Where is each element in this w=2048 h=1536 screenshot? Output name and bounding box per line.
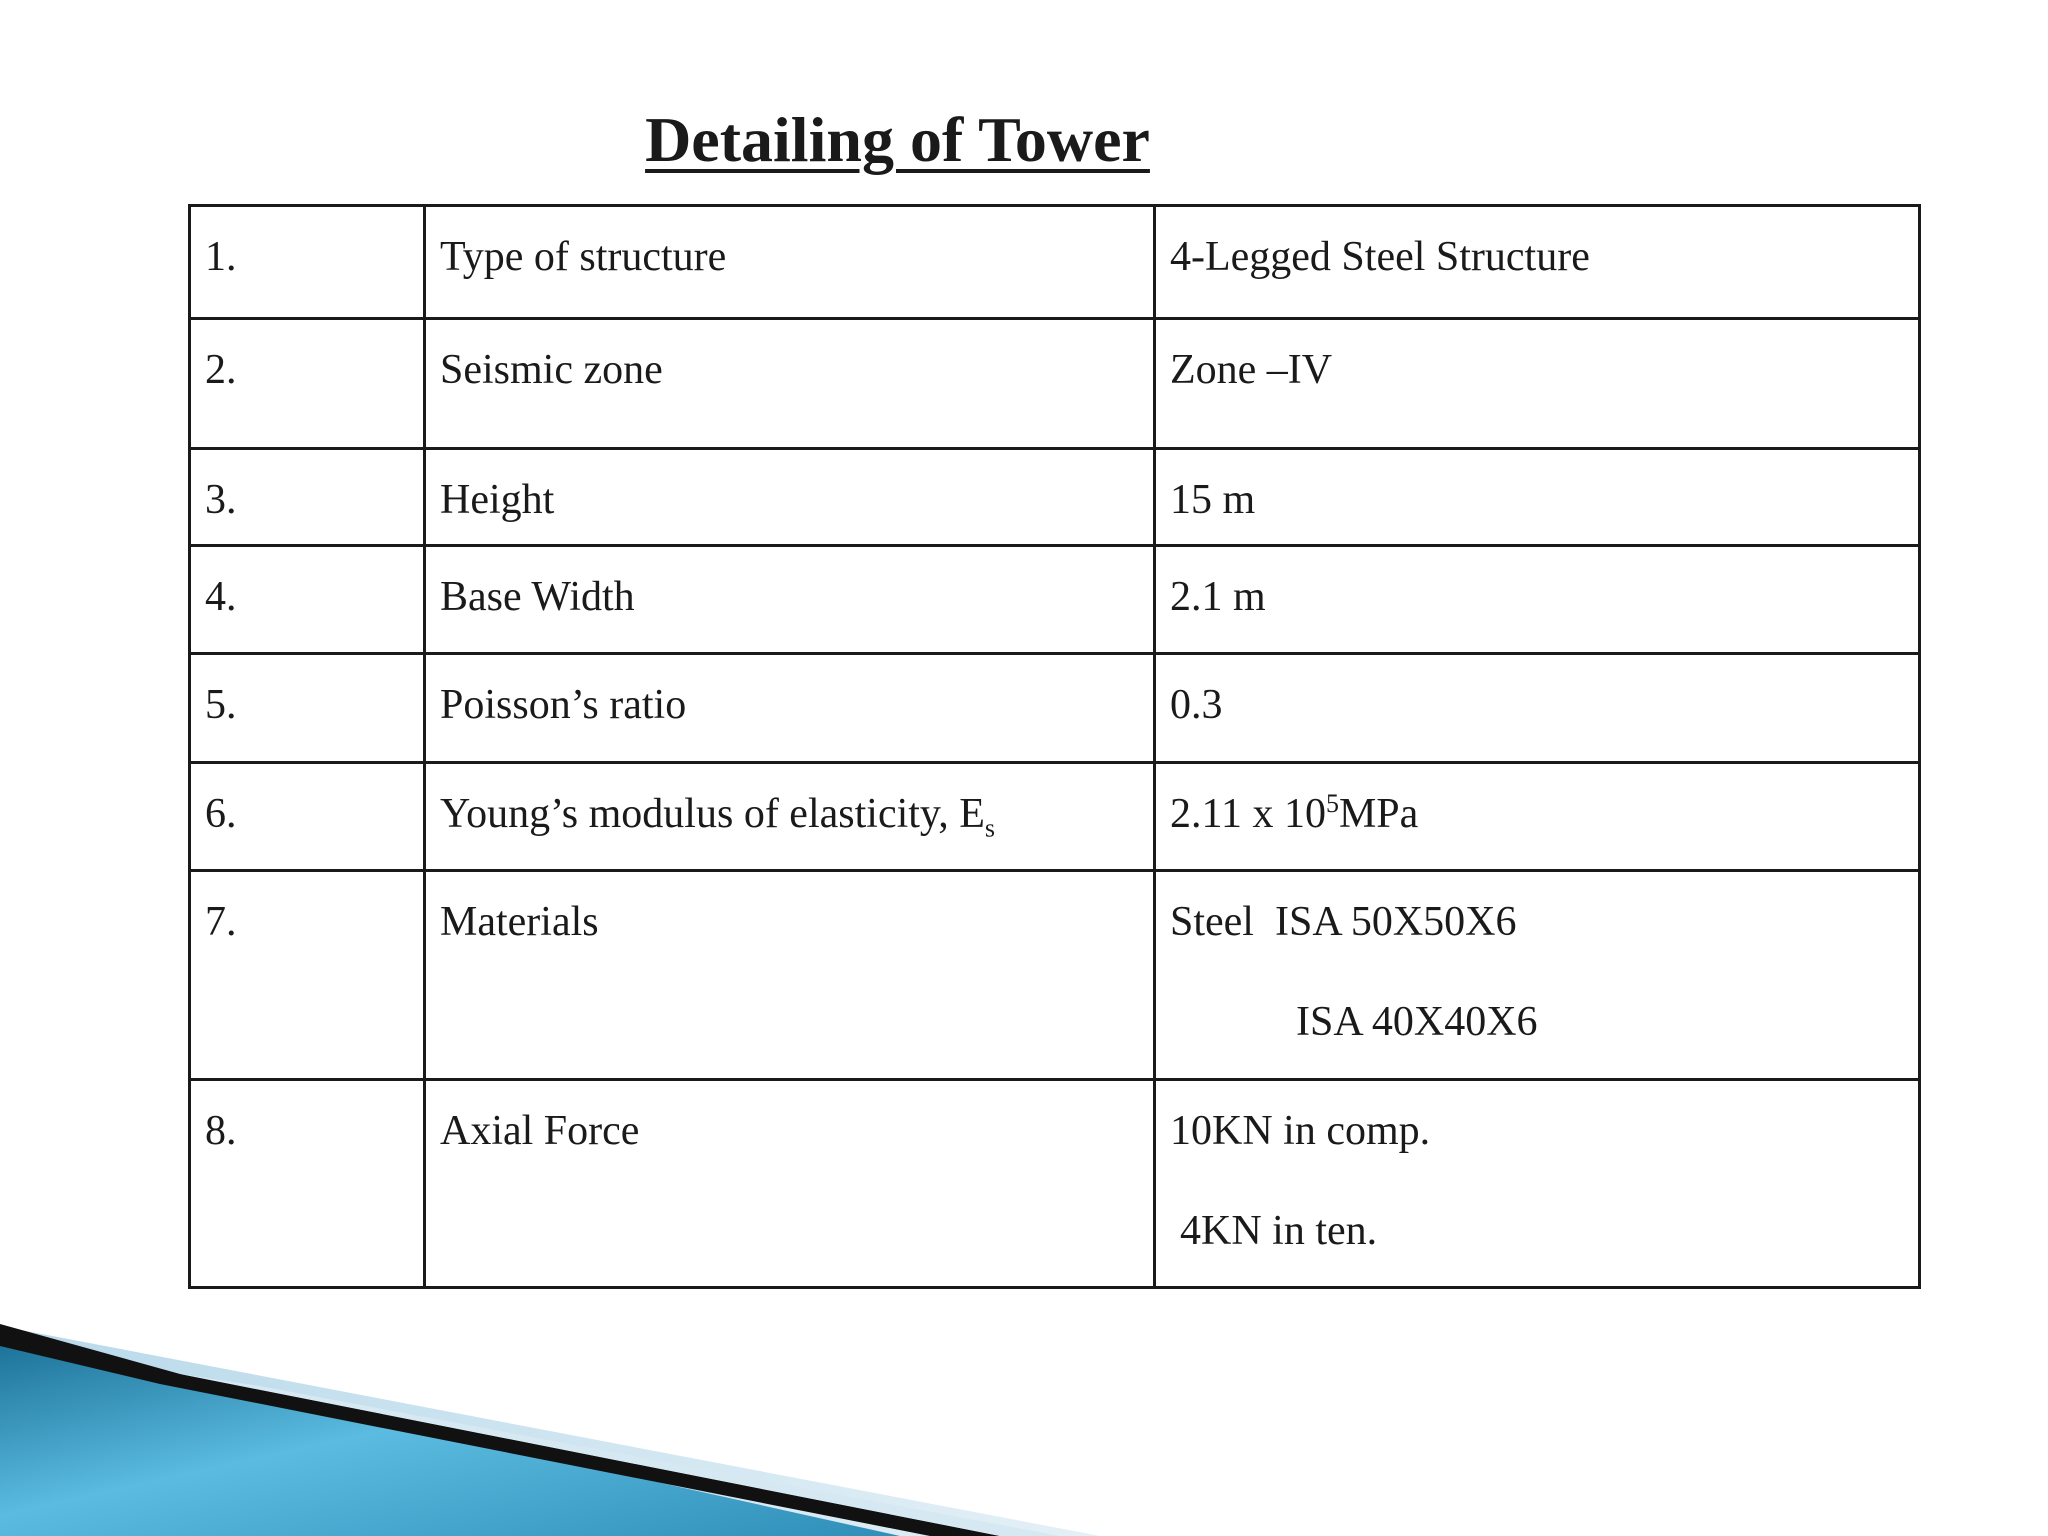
value-cell: 2.1 m xyxy=(1155,546,1920,654)
parameter-cell: Height xyxy=(425,449,1155,546)
row-number: 3. xyxy=(190,449,425,546)
slide-title: Detailing of Tower xyxy=(645,104,1150,175)
row-number: 6. xyxy=(190,763,425,871)
value-cell: 4-Legged Steel Structure xyxy=(1155,206,1920,319)
table-row xyxy=(190,763,1920,871)
parameter-cell: Materials xyxy=(425,871,1155,1080)
value-cell: 0.3 xyxy=(1155,654,1920,763)
decorative-swoosh xyxy=(0,1286,2048,1536)
parameter-cell xyxy=(425,763,1155,871)
value-line: 10KN in comp. xyxy=(1170,1108,1431,1154)
value-line: Steel ISA 50X50X6 xyxy=(1170,899,1517,945)
value-line: ISA 40X40X6 xyxy=(1296,999,1538,1045)
row-number: 4. xyxy=(190,546,425,654)
value-cell: 15 m xyxy=(1155,449,1920,546)
row-number: 5. xyxy=(190,654,425,763)
table-row xyxy=(190,206,1920,319)
table-row xyxy=(190,319,1920,449)
value-cell xyxy=(1155,1080,1920,1288)
row-number: 1. xyxy=(190,206,425,319)
table-row xyxy=(190,871,1920,1080)
table-row xyxy=(190,654,1920,763)
value-line: 4KN in ten. xyxy=(1180,1208,1378,1254)
table-row xyxy=(190,1080,1920,1288)
value-base: 2.11 x 10 xyxy=(1170,791,1326,837)
parameter-cell: Poisson’s ratio xyxy=(425,654,1155,763)
value-cell: Zone –IV xyxy=(1155,319,1920,449)
parameter-cell: Axial Force xyxy=(425,1080,1155,1288)
parameter-cell: Seismic zone xyxy=(425,319,1155,449)
parameter-text: Young’s modulus of elasticity, E xyxy=(440,791,985,837)
table-row xyxy=(190,449,1920,546)
value-cell xyxy=(1155,871,1920,1080)
row-number: 2. xyxy=(190,319,425,449)
tower-details-table xyxy=(188,204,1921,1289)
value-unit: MPa xyxy=(1338,791,1419,837)
subscript: s xyxy=(984,813,995,843)
value-cell xyxy=(1155,763,1920,871)
row-number: 7. xyxy=(190,871,425,1080)
superscript: 5 xyxy=(1325,789,1339,818)
parameter-cell: Base Width xyxy=(425,546,1155,654)
table-row xyxy=(190,546,1920,654)
row-number: 8. xyxy=(190,1080,425,1288)
parameter-cell: Type of structure xyxy=(425,206,1155,319)
